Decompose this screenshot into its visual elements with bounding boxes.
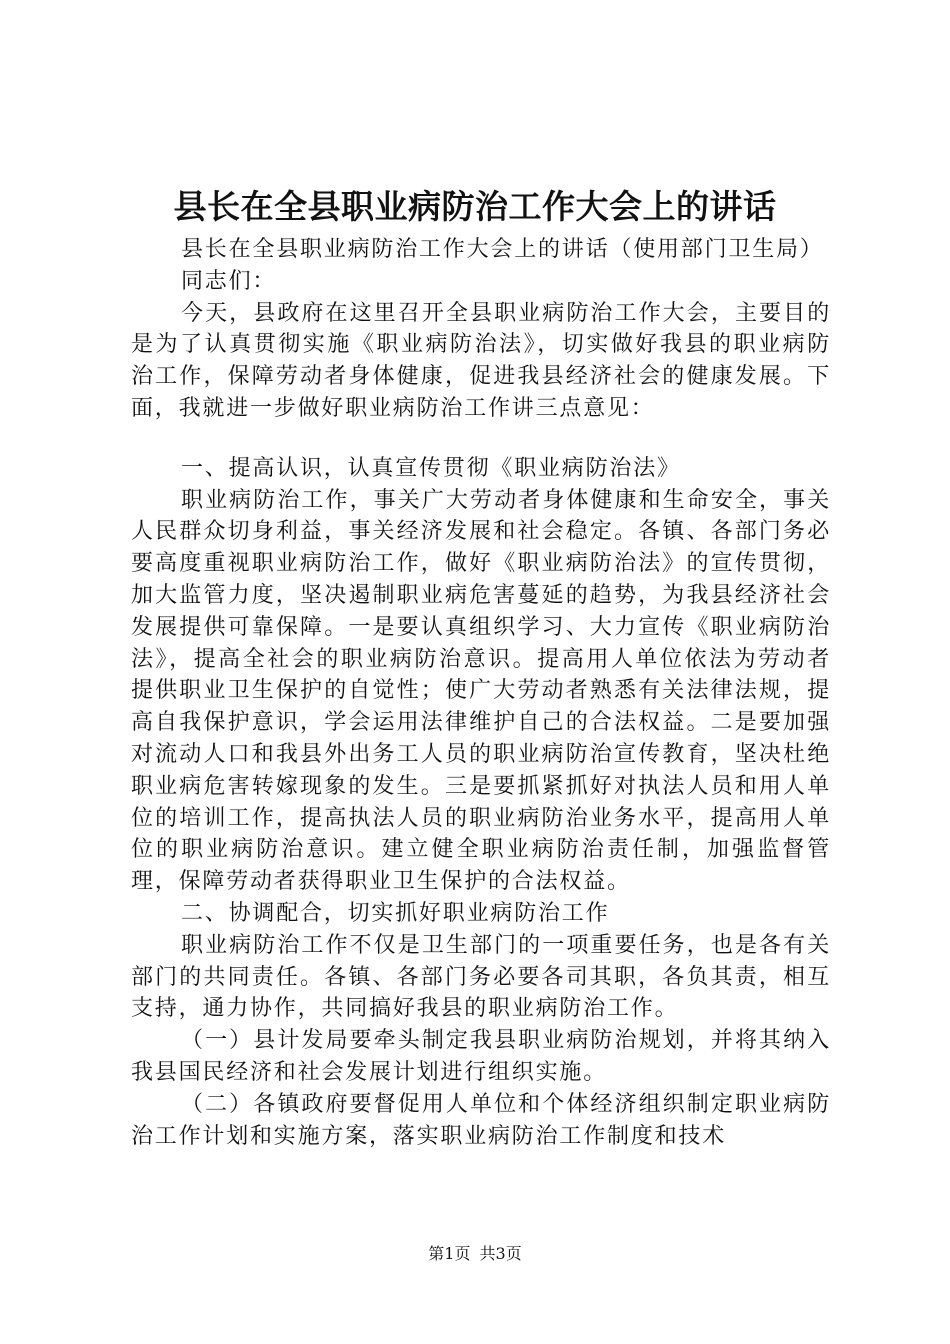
paragraph-section-2: 职业病防治工作不仅是卫生部门的一项重要任务，也是各有关部门的共同责任。各镇、各部门务必要各司其职，各负其责，相互支持，通力协作，共同搞好我县的职业病防治工作。 (131, 932, 831, 1022)
paragraph-item-1: （一）县计发局要牵头制定我县职业病防治规划，并将其纳入我县国民经济和社会发展计划进行组织实施。 (131, 1028, 831, 1085)
paragraph-item-2: （二）各镇政府要督促用人单位和个体经济组织制定职业病防治工作计划和实施方案，落实职业病防治工作制度和技术 (131, 1091, 831, 1149)
page-footer (0, 1243, 950, 1265)
document-body (131, 234, 831, 1152)
paragraph-intro: 今天，县政府在这里召开全县职业病防治工作大会，主要目的是为了认真贯彻实施《职业病防治法》，切实做好我县的职业病防治工作，保障劳动者身体健康，促进我县经济社会的健康发展。下面，我就进一步做好职业病防治工作讲三点意见： (131, 300, 831, 421)
paragraph-section-1: 职业病防治工作，事关广大劳动者身体健康和生命安全，事关人民群众切身利益，事关经济发展和社会稳定。各镇、各部门务必要高度重视职业病防治工作，做好《职业病防治法》的宣传贯彻，加大监管力度，坚决遏制职业病危害蔓延的趋势，为我县经济社会发展提供可靠保障。一是要认真组织学习、大力宣传《职业病防治法》，提高全社会的职业病防治意识。提高用人单位依法为劳动者提供职业卫生保护的自觉性；使广大劳动者熟悉有关法律法规，提高自我保护意识，学会运用法律维护自己的合法权益。二是要加强对流动人口和我县外出务工人员的职业病防治宣传教育，坚决杜绝职业病危害转嫁现象的发生。三是要抓紧抓好对执法人员和用人单位的培训工作，提高执法人员的职业病防治业务水平，提高用人单位的职业病防治意识。建立健全职业病防治责任制，加强监督管理，保障劳动者获得职业卫生保护的合法权益。 (131, 487, 831, 895)
section-heading-2: 二、协调配合，切实抓好职业病防治工作 (181, 900, 610, 926)
section-heading-1: 一、提高认识，认真宣传贯彻《职业病防治法》 (181, 455, 681, 481)
document-title: 县长在全县职业病防治工作大会上的讲话 (173, 187, 777, 226)
paragraph-subtitle: 县长在全县职业病防治工作大会上的讲话（使用部门卫生局） (181, 237, 824, 262)
paragraph-salutation: 同志们： (181, 268, 277, 294)
page-number: 第1页 (428, 1244, 471, 1263)
page-total: 共3页 (479, 1244, 522, 1263)
